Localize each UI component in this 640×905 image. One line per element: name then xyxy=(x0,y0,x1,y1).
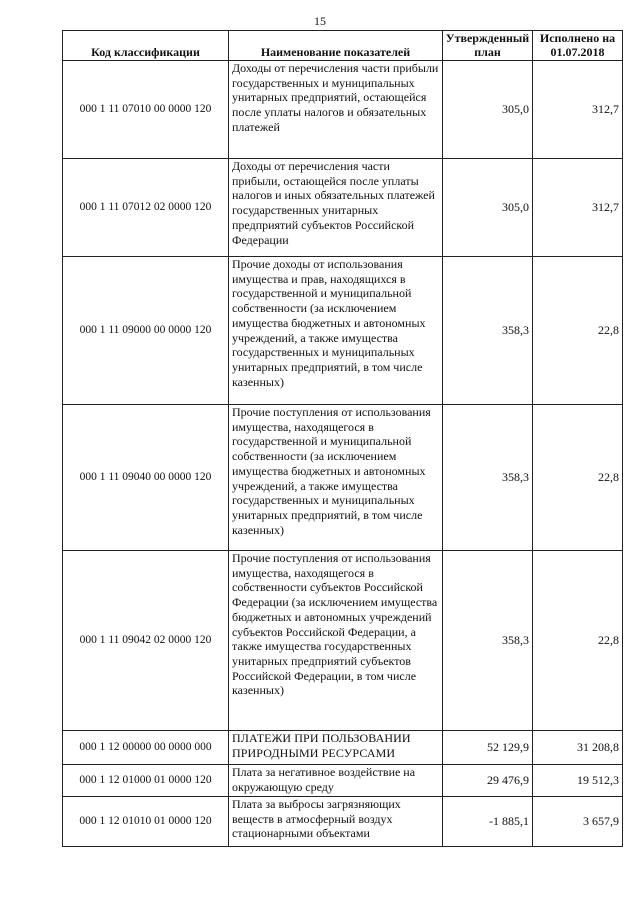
table-row xyxy=(63,731,623,765)
row-code: 000 1 12 01000 01 0000 120 xyxy=(63,765,229,797)
row-code: 000 1 11 09000 00 0000 120 xyxy=(63,257,229,405)
table-row xyxy=(63,765,623,797)
row-executed: 3 657,9 xyxy=(533,797,623,847)
row-code: 000 1 11 09042 02 0000 120 xyxy=(63,551,229,731)
table-row xyxy=(63,159,623,257)
row-plan: 358,3 xyxy=(443,551,533,731)
row-plan: 305,0 xyxy=(443,61,533,159)
table-row xyxy=(63,551,623,731)
row-name: Доходы от перечисления части прибыли государственных и муниципальных унитарных предприятий, остающейся после уплаты налогов и обязательных платежей xyxy=(229,61,443,159)
row-plan: 305,0 xyxy=(443,159,533,257)
row-name: Прочие поступления от использования имущества, находящегося в собственности субъектов Российской Федерации (за исключением имущества бюджетных и автономных учреждений субъектов Российской Федерации, а также имущества государственных унитарных предприятий субъектов Российской Федерации, в том числе казенных) xyxy=(229,551,443,731)
table-row xyxy=(63,257,623,405)
row-plan: -1 885,1 xyxy=(443,797,533,847)
row-name: Плата за негативное воздействие на окружающую среду xyxy=(229,765,443,797)
row-executed: 22,8 xyxy=(533,551,623,731)
row-code: 000 1 11 09040 00 0000 120 xyxy=(63,405,229,551)
header-executed: Исполнено на 01.07.2018 xyxy=(533,31,623,61)
revenue-table xyxy=(62,30,623,847)
table-row xyxy=(63,405,623,551)
row-plan: 29 476,9 xyxy=(443,765,533,797)
table-header-row xyxy=(63,31,623,61)
row-name: ПЛАТЕЖИ ПРИ ПОЛЬЗОВАНИИ ПРИРОДНЫМИ РЕСУРСАМИ xyxy=(229,731,443,765)
header-name: Наименование показателей xyxy=(229,31,443,61)
row-name: Прочие поступления от использования имущества, находящегося в государственной и муниципальной собственности (за исключением имущества бюджетных и автономных учреждений, а также имущества государственных и муниципальных унитарных предприятий, в том числе казенных) xyxy=(229,405,443,551)
row-name: Прочие доходы от использования имущества и прав, находящихся в государственной и муниципальной собственности (за исключением имущества бюджетных и автономных учреждений, а также имущества государственных и муниципальных унитарных предприятий, в том числе казенных) xyxy=(229,257,443,405)
row-plan: 358,3 xyxy=(443,405,533,551)
row-executed: 31 208,8 xyxy=(533,731,623,765)
row-executed: 312,7 xyxy=(533,61,623,159)
header-code: Код классификации xyxy=(63,31,229,61)
row-name: Доходы от перечисления части прибыли, остающейся после уплаты налогов и иных обязательных платежей государственных унитарных предприятий субъектов Российской Федерации xyxy=(229,159,443,257)
row-code: 000 1 12 00000 00 0000 000 xyxy=(63,731,229,765)
row-code: 000 1 11 07010 00 0000 120 xyxy=(63,61,229,159)
row-name: Плата за выбросы загрязняющих веществ в атмосферный воздух стационарными объектами xyxy=(229,797,443,847)
table-row xyxy=(63,797,623,847)
page-number: 15 xyxy=(314,14,326,28)
row-plan: 52 129,9 xyxy=(443,731,533,765)
row-executed: 22,8 xyxy=(533,405,623,551)
row-plan: 358,3 xyxy=(443,257,533,405)
header-plan: Утвержденный план xyxy=(443,31,533,61)
row-executed: 19 512,3 xyxy=(533,765,623,797)
row-code: 000 1 11 07012 02 0000 120 xyxy=(63,159,229,257)
table-row xyxy=(63,61,623,159)
row-code: 000 1 12 01010 01 0000 120 xyxy=(63,797,229,847)
row-executed: 312,7 xyxy=(533,159,623,257)
row-executed: 22,8 xyxy=(533,257,623,405)
